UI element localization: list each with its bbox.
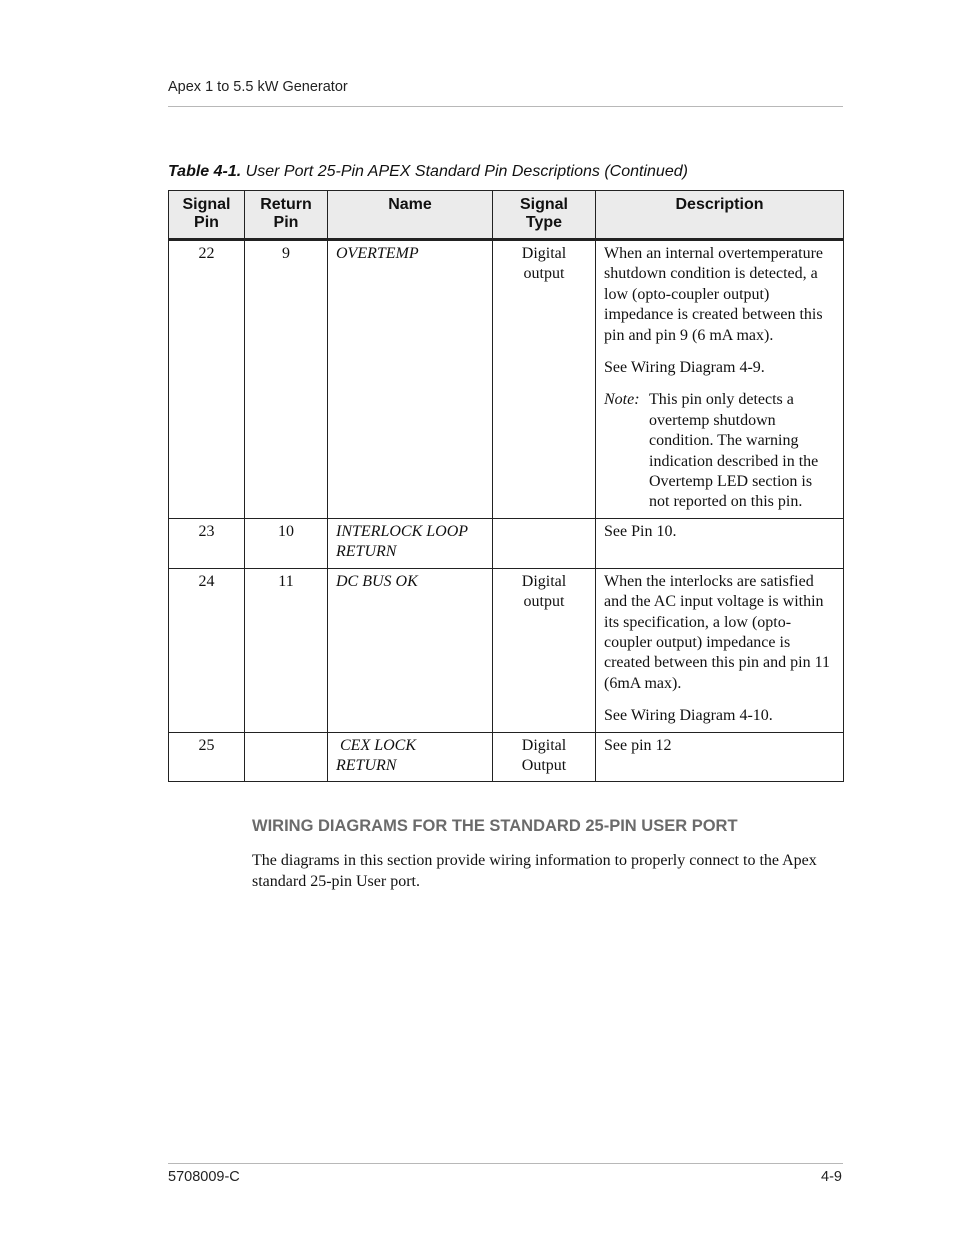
signal-type-cell — [493, 518, 596, 568]
return-pin-cell: 11 — [245, 568, 328, 732]
table-caption — [168, 163, 688, 181]
wiring-diagram-reference: See Wiring Diagram 4-9. — [604, 359, 765, 377]
return-pin-cell — [245, 732, 328, 782]
document-number: 5708009-C — [168, 1169, 240, 1185]
signal-pin-cell: 25 — [169, 732, 245, 782]
column-header-signal-type: Signal Type — [493, 191, 596, 240]
page-number: 4-9 — [821, 1169, 842, 1185]
running-header: Apex 1 to 5.5 kW Generator — [168, 79, 348, 95]
description-text: See pin 12 — [604, 736, 672, 754]
signal-type-cell: Digital Output — [493, 732, 596, 782]
description-cell — [596, 568, 844, 732]
signal-pin-cell: 22 — [169, 240, 245, 519]
column-header-signal-pin: Signal Pin — [169, 191, 245, 240]
signal-name-cell: CEX LOCK RETURN — [328, 732, 493, 782]
section-body-paragraph: The diagrams in this section provide wiring information to properly connect to the Apex standard 25-pin User port. — [252, 852, 817, 890]
return-pin-cell: 9 — [245, 240, 328, 519]
section-heading: WIRING DIAGRAMS FOR THE STANDARD 25-PIN USER PORT — [252, 817, 738, 835]
note-text: This pin only detects a overtemp shutdown condition. The warning indication described in the Overtemp LED section is not reported on this pin. — [649, 391, 819, 511]
table-caption-label: Table 4-1. — [168, 163, 242, 180]
table-row — [169, 732, 844, 782]
note — [604, 390, 835, 512]
description-cell — [596, 240, 844, 519]
signal-name-cell: OVERTEMP — [328, 240, 493, 519]
wiring-diagram-reference: See Wiring Diagram 4-10. — [604, 707, 773, 725]
table-caption-text: User Port 25-Pin APEX Standard Pin Descriptions (Continued) — [245, 163, 688, 180]
column-header-description: Description — [596, 191, 844, 240]
description-cell — [596, 732, 844, 782]
column-header-return-pin: Return Pin — [245, 191, 328, 240]
header-rule — [168, 106, 843, 107]
description-cell — [596, 518, 844, 568]
description-text: See Pin 10. — [604, 522, 677, 540]
signal-name-cell: INTERLOCK LOOP RETURN — [328, 518, 493, 568]
signal-name-cell: DC BUS OK — [328, 568, 493, 732]
signal-type-cell: Digital output — [493, 568, 596, 732]
column-header-name: Name — [328, 191, 493, 240]
description-text: When an internal overtemperature shutdown condition is detected, a low (opto-coupler output) impedance is created between this pin and pin 9 (6 mA max). — [604, 245, 823, 344]
footer-rule — [168, 1163, 843, 1164]
signal-type-cell: Digital output — [493, 240, 596, 519]
return-pin-cell: 10 — [245, 518, 328, 568]
signal-pin-cell: 23 — [169, 518, 245, 568]
pin-description-table — [168, 190, 844, 782]
table-row — [169, 518, 844, 568]
description-text: When the interlocks are satisfied and the AC input voltage is within its specification, a low (opto-coupler output) impedance is created between this pin and pin 11 (6mA max). — [604, 572, 830, 692]
note-label: Note: — [604, 391, 640, 409]
table-row — [169, 568, 844, 732]
table-row — [169, 240, 844, 519]
signal-pin-cell: 24 — [169, 568, 245, 732]
table-header-row — [169, 191, 844, 240]
